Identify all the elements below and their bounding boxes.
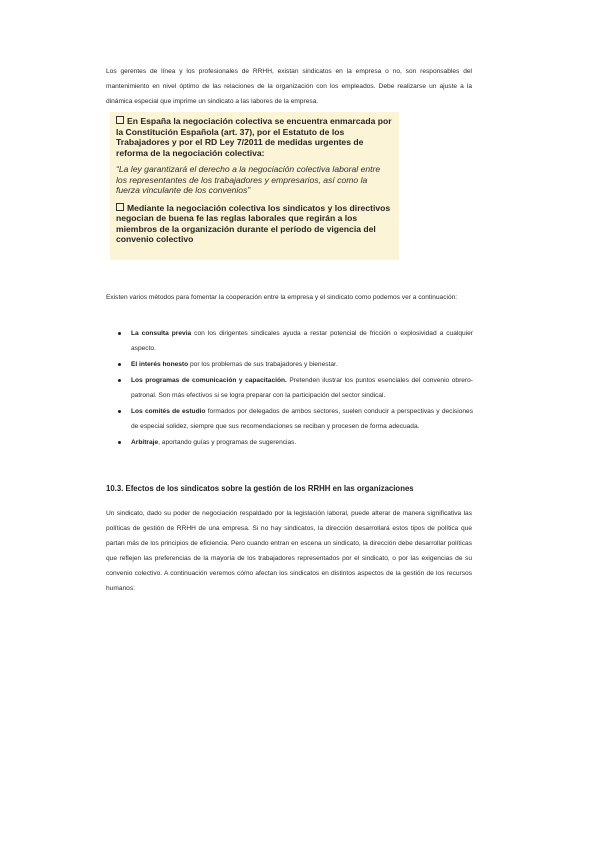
legal-framework-callout xyxy=(110,112,399,260)
list-item xyxy=(117,357,473,372)
list-item-text: formados por delegados de ambos sectores, suelen conducir a perspectivas y decisiones de especial solidez, siempre que sus recomendaciones se reciban y procesen de forma adecuada. xyxy=(131,408,473,430)
cooperation-methods-list xyxy=(117,326,473,451)
callout-block-1 xyxy=(116,116,393,158)
list-item-bold: Arbitraje xyxy=(131,439,159,446)
methods-paragraph: Existen varios métodos para fomentar la cooperación entre la empresa y el sindicato como podemos ver a continuación: xyxy=(106,294,458,301)
list-item xyxy=(117,373,473,403)
bullet-icon xyxy=(118,441,121,444)
bullet-icon xyxy=(118,379,121,382)
effects-paragraph: Un sindicato, dado su poder de negociación respaldado por la legislación laboral, puede alterar de manera significativa las políticas de gestión de RRHH de una empresa. Si no hay sindicatos, la dirección desarrollará estos tipos de política que partan más de los principios de eficiencia. Pero cuando entran en escena un sindicato, la dirección debe desarrollar políticas que reflejen las preferencias de la mayoría de los trabajadores representados por el sindicato, o por las exigencias de su convenio colectivo. A continuación veremos cómo afectan los sindicatos en distintos aspectos de la gestión de los recursos humanos: xyxy=(106,510,472,592)
bullet-icon xyxy=(118,363,121,366)
callout-block-1-text: En España la negociación colectiva se encuentra enmarcada por la Constitución Española (art. 37), por el Estatuto de los Trabajadores y por el RD Ley 7/2011 de medidas urgentes de reforma de la negociación colectiva: xyxy=(116,116,392,158)
callout-block-2-text: Mediante la negociación colectiva los sindicatos y los directivos negocian de buena fe las reglas laborales que regirán a los miembros de la organización durante el período de vigencia del convenio colectivo xyxy=(116,202,391,244)
list-item-text: , aportando guías y programas de sugerencias. xyxy=(158,439,297,446)
list-item-bold: Los programas de comunicación y capacitación. xyxy=(131,377,287,384)
intro-paragraph: Los gerentes de línea y los profesionales de RRHH, existan sindicatos en la empresa o no, son responsables del mantenimiento en nivel óptimo de las relaciones de la organización con los empleados. Debe realizarse un ajuste a la dinámica especial que imprime un sindicato a las labores de la empresa. xyxy=(106,68,472,105)
list-item-bold: El interés honesto xyxy=(131,361,189,368)
list-item xyxy=(117,404,473,434)
checkbox-icon xyxy=(116,203,124,211)
bullet-icon xyxy=(118,410,121,413)
section-heading: 10.3. Efectos de los sindicatos sobre la gestión de los RRHH en las organizaciones xyxy=(106,484,414,493)
checkbox-icon xyxy=(116,116,124,124)
list-item-text: con los dirigentes sindicales ayuda a restar potencial de fricción o explosividad a cualquier aspecto. xyxy=(131,330,474,352)
list-item xyxy=(117,326,473,356)
callout-quote: “La ley garantizará el derecho a la negociación colectiva laboral entre los representantes de los trabajadores y empresarios, así como la fuerza vinculante de los convenios” xyxy=(116,164,381,195)
list-item-bold: Los comités de estudio xyxy=(131,408,206,415)
list-item-bold: La consulta previa xyxy=(131,330,192,337)
list-item-text: por los problemas de sus trabajadores y bienestar. xyxy=(188,361,338,368)
bullet-icon xyxy=(118,332,121,335)
list-item-text: Pretenden ilustrar los puntos esenciales del convenio obrero-patronal. Son más efectivos si se logra preparar con la participación del sector sindical. xyxy=(131,377,473,399)
list-item xyxy=(117,435,473,450)
callout-block-2 xyxy=(116,203,393,245)
